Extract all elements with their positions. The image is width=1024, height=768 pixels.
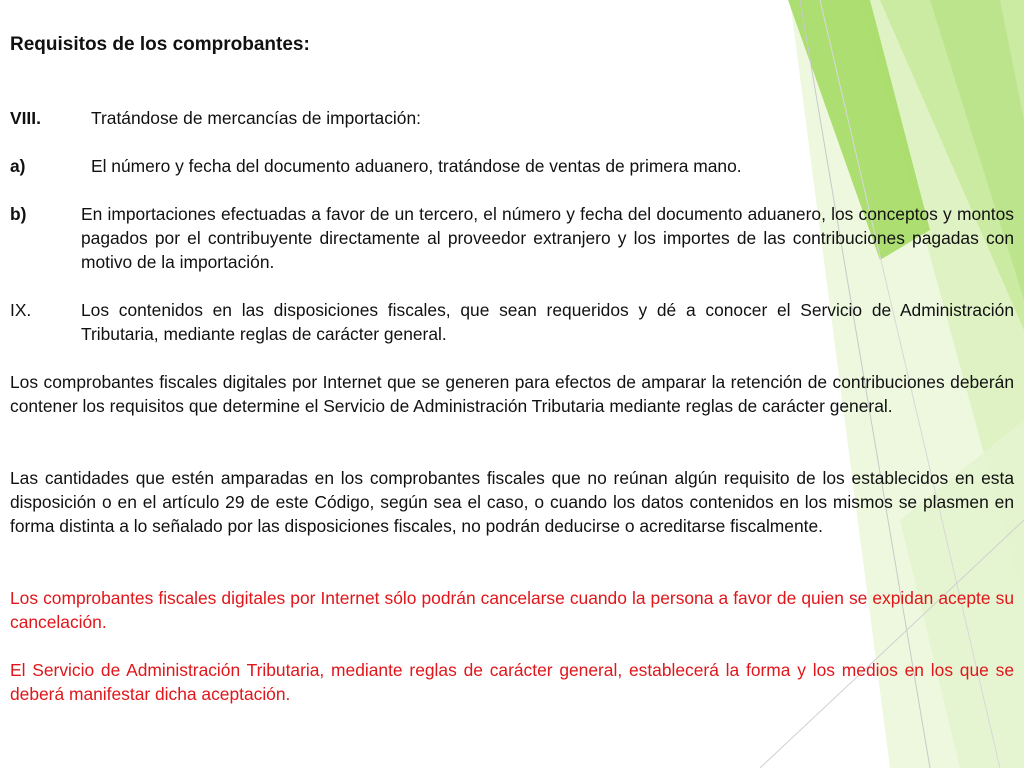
item-b-label: b) [10, 204, 27, 224]
item-viii-text: Tratándose de mercancías de importación: [91, 108, 421, 128]
item-a-label: a) [10, 156, 26, 176]
item-ix-text: Los contenidos en las disposiciones fiscales, que sean requeridos y dé a conocer el Servicio de Administración Tributaria, mediante reglas de carácter general. [81, 300, 1014, 344]
paragraph-retencion: Los comprobantes fiscales digitales por Internet que se generen para efectos de amparar la retención de contribuciones deberán contener los requisitos que determine el Servicio de Administración Tributaria mediante reglas de carácter general. [10, 372, 1014, 416]
item-b-text: En importaciones efectuadas a favor de un tercero, el número y fecha del documento aduanero, los conceptos y montos pagados por el contribuyente directamente al proveedor extranjero y los importes de las contribuciones pagadas con motivo de la importación. [81, 204, 1014, 272]
paragraph-aceptacion: El Servicio de Administración Tributaria, mediante reglas de carácter general, establecerá la forma y los medios en los que se deberá manifestar dicha aceptación. [10, 660, 1014, 704]
item-ix-label: IX. [10, 300, 32, 320]
item-a-text: El número y fecha del documento aduanero, tratándose de ventas de primera mano. [91, 156, 742, 176]
item-viii-label: VIII. [10, 108, 41, 128]
paragraph-cantidades: Las cantidades que estén amparadas en los comprobantes fiscales que no reúnan algún requisito de los establecidos en esta disposición o en el artículo 29 de este Código, según sea el caso, o cuando los datos contenidos en los mismos se plasmen en forma distinta a lo señalado por las disposiciones fiscales, no podrán deducirse o acreditarse fiscalmente. [10, 468, 1014, 536]
paragraph-cancelacion: Los comprobantes fiscales digitales por Internet sólo podrán cancelarse cuando la persona a favor de quien se expidan acepte su cancelación. [10, 588, 1014, 632]
slide-title: Requisitos de los comprobantes: [10, 34, 310, 55]
